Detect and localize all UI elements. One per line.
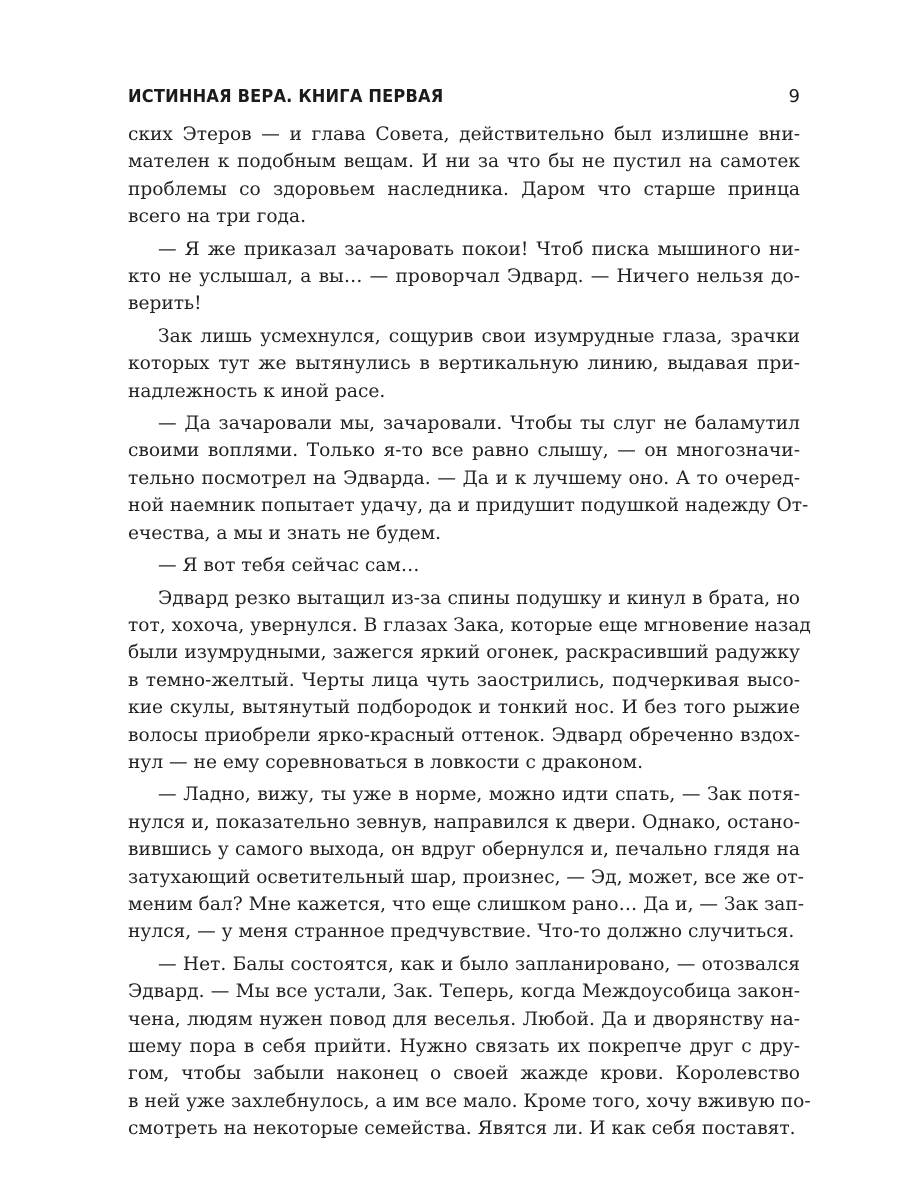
text-line: шему пора в себя прийти. Нужно связать их покрепче друг с дру- bbox=[128, 1036, 800, 1057]
text-line: нул — не ему соревноваться в ловкости с драконом. bbox=[128, 751, 643, 773]
text-line: — Да зачаровали мы, зачаровали. Чтобы ты слуг не баламутил bbox=[158, 413, 800, 435]
paragraph bbox=[128, 323, 800, 405]
text-line: нулся и, показательно зевнув, направился к двери. Однако, остано- bbox=[128, 811, 800, 833]
text-line: в ней уже захлебнулось, а им все мало. Кроме того, хочу вживую по- bbox=[128, 1090, 811, 1112]
text-line: ечества, а мы и знать не будем. bbox=[128, 522, 442, 544]
paragraph bbox=[128, 121, 800, 231]
text-line: своими воплями. Только я-то все равно слышу, — он многозначи- bbox=[128, 440, 800, 462]
paragraph bbox=[128, 585, 811, 777]
text-line: Зак лишь усмехнулся, сощурив свои изумрудные глаза, зрачки bbox=[158, 325, 800, 347]
text-line: надлежность к иной расе. bbox=[128, 380, 386, 402]
paragraph bbox=[128, 410, 809, 547]
page-number: 9 bbox=[788, 86, 800, 107]
body-text bbox=[128, 121, 811, 1148]
paragraph bbox=[128, 781, 805, 945]
text-line: смотреть на некоторые семейства. Явятся ли. И как себя поставят. bbox=[128, 1118, 796, 1140]
text-line: были изумрудными, зажегся яркий огонек, раскрасивший радужку bbox=[128, 642, 800, 664]
text-line: Эдвард резко вытащил из-за спины подушку и кинул в брата, но bbox=[158, 587, 800, 609]
text-line: меним бал? Мне кажется, что еще слишком рано… Да и, — Зак зап- bbox=[128, 893, 805, 915]
running-title: ИСТИННАЯ ВЕРА. КНИГА ПЕРВАЯ bbox=[128, 86, 444, 107]
paragraph bbox=[128, 552, 800, 579]
text-line: — Ладно, вижу, ты уже в норме, можно идти спать, — Зак потя- bbox=[158, 784, 800, 806]
paragraph bbox=[128, 236, 800, 318]
text-line: вившись у самого выхода, он вдруг обернулся и, печально глядя на bbox=[128, 839, 800, 861]
text-line: верить! bbox=[128, 293, 202, 315]
paragraph bbox=[128, 951, 811, 1143]
text-line: тот, хохоча, увернулся. В глазах Зака, которые еще мгновение назад bbox=[128, 614, 811, 636]
text-line: ских Этеров — и глава Совета, действительно был излишне вни- bbox=[128, 124, 800, 145]
text-line: кто не услышал, а вы… — проворчал Эдвард. — Ничего нельзя до- bbox=[128, 266, 800, 288]
text-line: всего на три года. bbox=[128, 206, 306, 228]
text-line: затухающий осветительный шар, произнес, — Эд, может, все же от- bbox=[128, 866, 804, 888]
text-line: — Я вот тебя сейчас сам… bbox=[158, 555, 420, 577]
text-line: — Нет. Балы состоятся, как и было запланировано, — отозвался bbox=[158, 953, 800, 975]
text-line: которых тут же вытянулись в вертикальную линию, выдавая при- bbox=[128, 353, 800, 375]
text-line: проблемы со здоровьем наследника. Даром что старше принца bbox=[128, 178, 800, 200]
text-line: ной наемник попытает удачу, да и придушит подушкой надежду От- bbox=[128, 495, 809, 517]
text-line: чена, людям нужен повод для веселья. Любой. Да и дворянству на- bbox=[128, 1008, 800, 1030]
text-line: мателен к подобным вещам. И ни за что бы не пустил на самотек bbox=[128, 151, 800, 173]
text-line: — Я же приказал зачаровать покои! Чтоб писка мышиного ни- bbox=[158, 238, 800, 260]
text-line: гом, чтобы забыли наконец о своей жажде крови. Королевство bbox=[128, 1063, 800, 1085]
text-line: в темно-желтый. Черты лица чуть заострились, подчеркивая высо- bbox=[128, 669, 800, 691]
page-header bbox=[128, 86, 800, 110]
text-line: Эдвард. — Мы все устали, Зак. Теперь, когда Междоусобица закон- bbox=[128, 981, 800, 1003]
text-line: волосы приобрели ярко-красный оттенок. Эдвард обреченно вздох- bbox=[128, 724, 800, 746]
text-line: кие скулы, вытянутый подбородок и тонкий нос. И без того рыжие bbox=[128, 697, 800, 719]
text-line: тельно посмотрел на Эдварда. — Да и к лучшему оно. А то очеред- bbox=[128, 467, 800, 489]
text-line: нулся, — у меня странное предчувствие. Что-то должно случиться. bbox=[128, 921, 795, 943]
